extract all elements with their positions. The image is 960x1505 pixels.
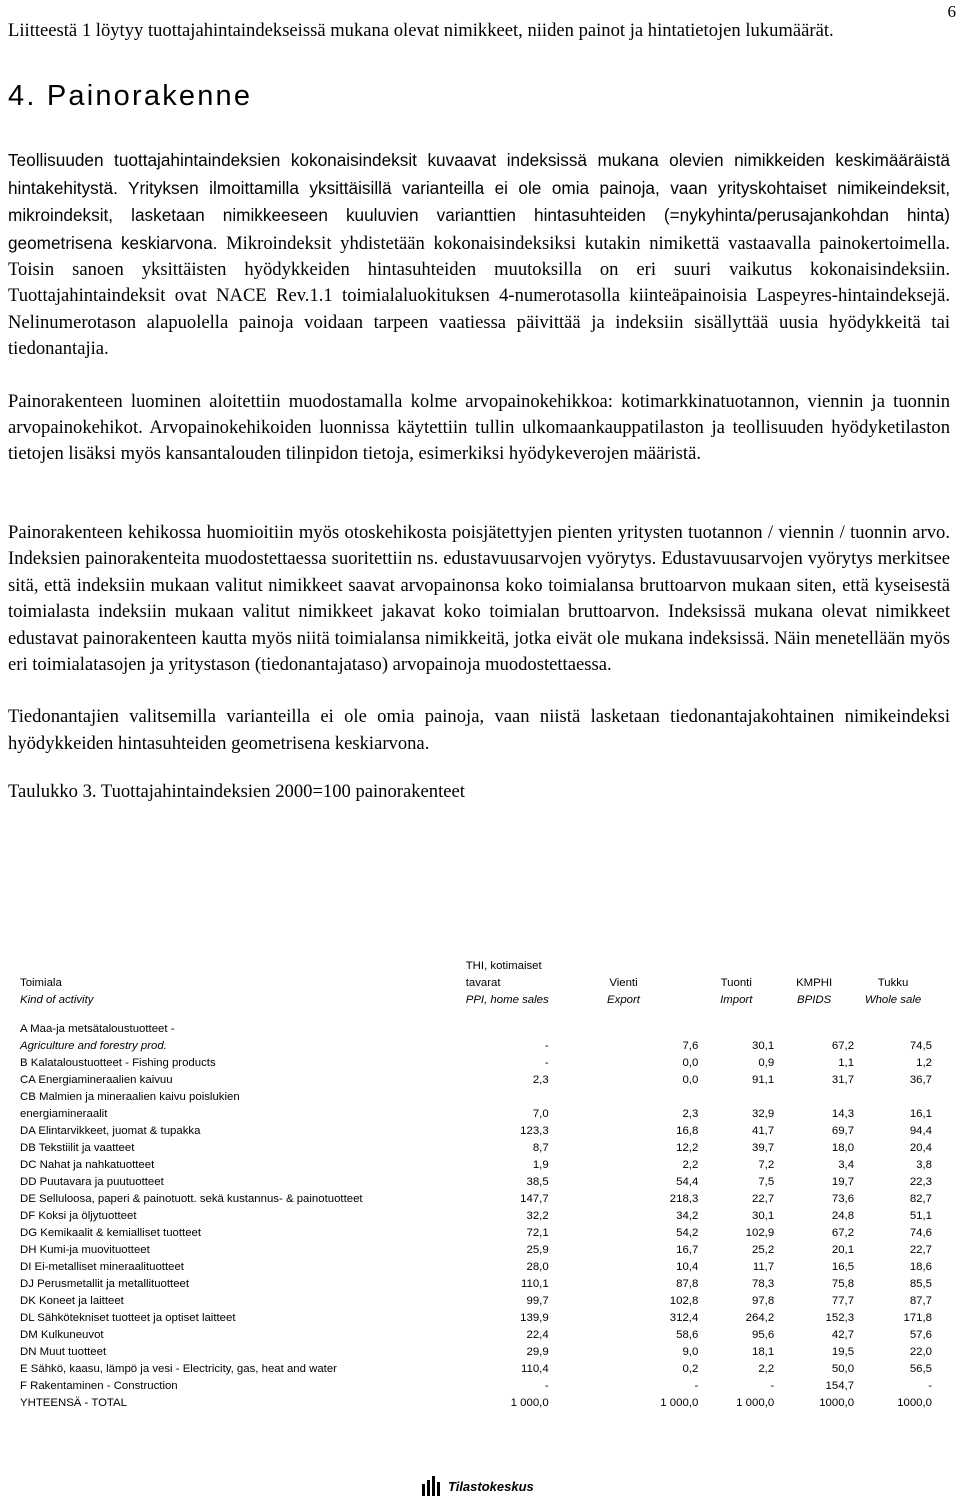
table-row [20,1055,932,1072]
header-cell: tavarat [465,977,501,989]
value-cell: 3,4 [838,1159,855,1171]
row-label: CB Malmien ja mineraalien kaivu poislukien [20,1091,240,1103]
value-cell [854,1021,932,1038]
value-cell: 72,1 [526,1227,549,1239]
value-cell: 28,0 [526,1261,549,1273]
table-row [20,1191,932,1208]
table-row [20,1123,932,1140]
value-cell: 39,7 [752,1142,775,1154]
paragraph-1-serif-part: Mikroindeksit yhdistetään kokonaisindeksiksi kutakin nimikettä vastaavalla painokertoimella. Toisin sanoen yksittäisten hyödykkeiden hintasuhteiden muutoksilla on eri suuri vaikutus kokonaisindeksiin. Tuottajahintaindeksit ovat NACE Rev.1.1 toimialaluokituksen 4-numerotasolla kiinteäpainoisia Laspeyres-hintaindeksejä. Nelinumerotason alapuolella painoja voidaan tarpeen vaatiessa päivittää ja indeksiin sisällyttää uusia hyödykkeitä tai tiedonantajia. [8,232,950,360]
value-cell: 0,9 [758,1057,775,1069]
value-cell: 18,1 [752,1346,775,1358]
row-label: DG Kemikaalit & kemialliset tuotteet [20,1227,202,1239]
row-label: DF Koksi ja öljytuotteet [20,1210,137,1222]
value-cell: 22,4 [526,1329,549,1341]
value-cell: 16,7 [676,1244,699,1256]
value-cell: 67,2 [831,1227,855,1239]
value-cell: 2,3 [532,1074,549,1086]
value-cell: 3,8 [916,1159,932,1171]
value-cell: 2,2 [758,1363,775,1375]
value-cell: 87,7 [909,1295,932,1307]
value-cell: 54,2 [676,1227,699,1239]
value-cell [549,1089,699,1106]
table-row [20,1089,932,1106]
row-label: B Kalataloustuotteet - Fishing products [20,1057,216,1069]
value-cell: 312,4 [669,1312,699,1324]
value-cell: 123,3 [520,1125,549,1137]
header-cell: Tukku [877,977,909,989]
paragraph-2: Painorakenteen luominen aloitettiin muodostamalla kolme arvopainokehikkoa: kotimarkkinatuotannon, viennin ja tuonnin arvopainokehikot. Arvopainokehikoiden luonnissa käytettiin tullin ulkomaankauppatilaston ja teollisuuden hyödyketilaston tietojen lisäksi myös kansantalouden tilinpidon tietoja, esimerkiksi hyödykeverojen määristä. [8,390,950,465]
header-cell: Whole sale [864,994,922,1006]
value-cell: 139,9 [520,1312,549,1324]
table-row [20,1361,932,1378]
header-cell: Export [607,994,640,1006]
header-cell: Toimiala [20,977,62,989]
value-cell: 147,7 [520,1193,549,1205]
header-thi: THI, kotimaiset [465,960,542,972]
value-cell: 25,2 [752,1244,775,1256]
value-cell: 102,9 [745,1227,775,1239]
value-cell: 102,8 [669,1295,699,1307]
value-cell: 78,3 [752,1278,775,1290]
header-cell: Vienti [609,977,638,989]
table-row [20,1208,932,1225]
row-label: DJ Perusmetallit ja metallituotteet [20,1278,190,1290]
value-cell [854,1089,932,1106]
header-cell: Tuonti [720,977,752,989]
row-label: DL Sähkötekniset tuotteet ja optiset laitteet [20,1312,236,1324]
row-label: DB Tekstiilit ja vaatteet [20,1142,135,1154]
value-cell: 2,2 [682,1159,699,1171]
section-heading: 4. Painorakenne [8,80,253,113]
table-row [20,1378,932,1395]
value-cell: 30,1 [752,1210,775,1222]
value-cell: 110,4 [521,1363,549,1375]
table-header-row-2 [20,992,932,1009]
value-cell: 22,7 [909,1244,932,1256]
row-label: DA Elintarvikkeet, juomat & tupakka [20,1125,201,1137]
logo-text: Tilastokeskus [448,1478,534,1494]
header-cell: Kind of activity [20,994,94,1006]
value-cell: - [694,1380,699,1392]
row-label: E Sähkö, kaasu, lämpö ja vesi - Electricity, gas, heat and water [20,1363,337,1375]
value-cell: 34,2 [676,1210,699,1222]
paragraph-1 [8,147,950,362]
value-cell: 82,7 [909,1193,932,1205]
value-cell: 12,2 [676,1142,699,1154]
table-row [20,1395,932,1412]
footer-logo [420,1474,534,1498]
row-label: DE Selluloosa, paperi & painotuott. sekä kustannus- & painotuotteet [20,1193,363,1205]
header-cell: Import [720,994,753,1006]
row-label: F Rakentaminen - Construction [20,1380,178,1392]
value-cell: 25,9 [526,1244,549,1256]
value-cell: 16,8 [676,1125,699,1137]
value-cell: 9,0 [682,1346,699,1358]
row-label: A Maa-ja metsätaloustuotteet - [20,1023,175,1035]
row-label: CA Energiamineraalien kaivuu [20,1074,173,1086]
value-cell: 20,1 [831,1244,855,1256]
table-row [20,1276,932,1293]
table-row [20,1293,932,1310]
value-cell: 32,2 [526,1210,549,1222]
value-cell: 16,1 [909,1108,932,1120]
row-label: DN Muut tuotteet [20,1346,107,1358]
value-cell: 152,3 [825,1312,855,1324]
page-number: 6 [947,2,956,21]
value-cell: - [544,1040,549,1052]
header-cell: PPI, home sales [465,994,549,1006]
table-row [20,1327,932,1344]
value-cell [450,1021,549,1038]
value-cell: 1 000,0 [660,1397,699,1409]
value-cell: 36,7 [909,1074,932,1086]
table-row [20,1174,932,1191]
row-label: energiamineraalit [20,1108,108,1120]
table-caption: Taulukko 3. Tuottajahintaindeksien 2000=100 painorakenteet [8,781,465,803]
value-cell: 99,7 [526,1295,549,1307]
paragraph-1-sans-part: Teollisuuden tuottajahintaindeksien kokonaisindeksit kuvaavat indeksissä mukana olevien nimikkeiden keskimääräistä hintakehitystä. Yrityksen ilmoittamilla yksittäisillä varianteilla ei ole omia painoja, vaan yrityskohtaiset nimikeindeksit, mikroindeksit, lasketaan nimikkeeseen kuuluvien varianttien hintasuhteiden (=nykyhinta/perusajankohdan hinta) geometrisena keskiarvona. [8,150,950,253]
value-cell [698,1089,774,1106]
value-cell: 30,1 [752,1040,775,1052]
value-cell [450,1089,549,1106]
value-cell: 11,7 [752,1261,775,1273]
row-label: DH Kumi-ja muovituotteet [20,1244,150,1256]
value-cell: 1 000,0 [736,1397,775,1409]
value-cell: 74,6 [909,1227,932,1239]
value-cell: - [928,1380,932,1392]
value-cell: 31,7 [831,1074,855,1086]
table-spacer [20,1009,932,1021]
weights-table [20,958,932,1412]
document-body [8,18,950,803]
value-cell: 69,7 [831,1125,855,1137]
value-cell: 16,5 [831,1261,855,1273]
value-cell: - [544,1057,549,1069]
value-cell [774,1089,854,1106]
value-cell: 1000,0 [819,1397,855,1409]
table-row [20,1072,932,1089]
row-label: YHTEENSÄ - TOTAL [20,1397,127,1409]
value-cell: 42,7 [831,1329,855,1341]
value-cell: - [544,1380,549,1392]
value-cell: 85,5 [909,1278,932,1290]
value-cell: 75,8 [831,1278,855,1290]
table-row [20,1344,932,1361]
table-row [20,1140,932,1157]
header-cell: BPIDS [797,994,832,1006]
value-cell: 57,6 [909,1329,932,1341]
value-cell: 54,4 [676,1176,699,1188]
value-cell: 97,8 [752,1295,775,1307]
value-cell: 87,8 [676,1278,699,1290]
value-cell: 56,5 [909,1363,932,1375]
intro-paragraph: Liitteestä 1 löytyy tuottajahintaindekseissä mukana olevat nimikkeet, niiden painot ja hintatietojen lukumäärät. [8,20,834,41]
value-cell: 67,2 [831,1040,855,1052]
value-cell: 19,7 [831,1176,855,1188]
value-cell: 0,0 [682,1057,699,1069]
table-row [20,1157,932,1174]
value-cell: 14,3 [831,1108,855,1120]
value-cell: 22,3 [909,1176,932,1188]
value-cell: 19,5 [831,1346,855,1358]
value-cell [698,1021,774,1038]
value-cell: 18,6 [909,1261,932,1273]
value-cell: 0,0 [682,1074,699,1086]
row-label: Agriculture and forestry prod. [20,1040,167,1052]
value-cell: 0,2 [682,1363,699,1375]
value-cell: 264,2 [745,1312,775,1324]
row-label: DK Koneet ja laitteet [20,1295,124,1307]
value-cell: - [770,1380,775,1392]
table-row [20,1259,932,1276]
value-cell: 91,1 [752,1074,775,1086]
value-cell: 1000,0 [897,1397,932,1409]
paragraph-3: Painorakenteen kehikossa huomioitiin myös otoskehikosta poisjätettyjen pienten yritysten tuotannon / viennin / tuonnin arvo. Indeksien painorakenteita muodostettaessa suoritettiin ns. edustavuusarvojen vyörytys. Edustavuusarvojen vyörytys merkitsee sitä, että indeksiin mukaan valitut nimikkeet saavat arvopainonsa koko toimialansa bruttoarvon mukaan siten, että kyseisestä toimialasta indeksiin mukaan valitut nimikkeet jakavat koko toimialan bruttoarvon. Indeksissä mukana olevat nimikkeet edustavat painorakenteen kautta myös niitä toimialansa nimikkeitä, jotka eivät ole mukana indeksissä. Näin menetellään myös eri toimialatasojen ja yritystason (tiedonantajataso) arvopainoja muodostettaessa. [8,521,950,675]
row-label: DC Nahat ja nahkatuotteet [20,1159,155,1171]
table-header-row-1 [20,975,932,992]
row-label: DM Kulkuneuvot [20,1329,104,1341]
value-cell: 7,0 [532,1108,549,1120]
value-cell: 95,6 [752,1329,775,1341]
table-row [20,1038,932,1055]
value-cell [549,1021,699,1038]
value-cell: 74,5 [909,1040,932,1052]
value-cell: 51,1 [909,1210,932,1222]
header-cell: KMPHI [796,977,833,989]
value-cell: 22,7 [752,1193,775,1205]
table-row [20,1225,932,1242]
value-cell: 77,7 [831,1295,855,1307]
tilastokeskus-logo-icon [420,1474,444,1498]
value-cell: 32,9 [752,1108,775,1120]
value-cell: 58,6 [676,1329,699,1341]
table-header-top [20,958,932,975]
value-cell: 94,4 [909,1125,932,1137]
value-cell: 8,7 [532,1142,549,1154]
value-cell: 7,6 [682,1040,699,1052]
value-cell: 1 000,0 [510,1397,549,1409]
value-cell: 50,0 [831,1363,855,1375]
table-row [20,1021,932,1038]
value-cell: 1,2 [916,1057,932,1069]
value-cell: 10,4 [676,1261,699,1273]
table-row [20,1310,932,1327]
table-row [20,1106,932,1123]
value-cell: 18,0 [831,1142,855,1154]
value-cell: 7,5 [758,1176,775,1188]
value-cell: 24,8 [831,1210,855,1222]
value-cell: 29,9 [526,1346,549,1358]
value-cell: 7,2 [758,1159,775,1171]
value-cell: 41,7 [752,1125,775,1137]
value-cell: 22,0 [909,1346,932,1358]
paragraph-4: Tiedonantajien valitsemilla varianteilla ei ole omia painoja, vaan niistä lasketaan tiedonantajakohtainen nimikeindeksi hyödykkeiden hintasuhteiden geometrisena keskiarvona. [8,706,950,754]
table-row [20,1242,932,1259]
value-cell: 38,5 [526,1176,549,1188]
value-cell [774,1021,854,1038]
value-cell: 1,9 [532,1159,549,1171]
row-label: DD Puutavara ja puutuotteet [20,1176,164,1188]
value-cell: 154,7 [825,1380,855,1392]
value-cell: 110,1 [521,1278,549,1290]
value-cell: 1,1 [838,1057,855,1069]
value-cell: 73,6 [831,1193,855,1205]
row-label: DI Ei-metalliset mineraalituotteet [20,1261,184,1273]
value-cell: 2,3 [682,1108,699,1120]
value-cell: 20,4 [909,1142,932,1154]
value-cell: 171,8 [903,1312,932,1324]
value-cell: 218,3 [669,1193,699,1205]
